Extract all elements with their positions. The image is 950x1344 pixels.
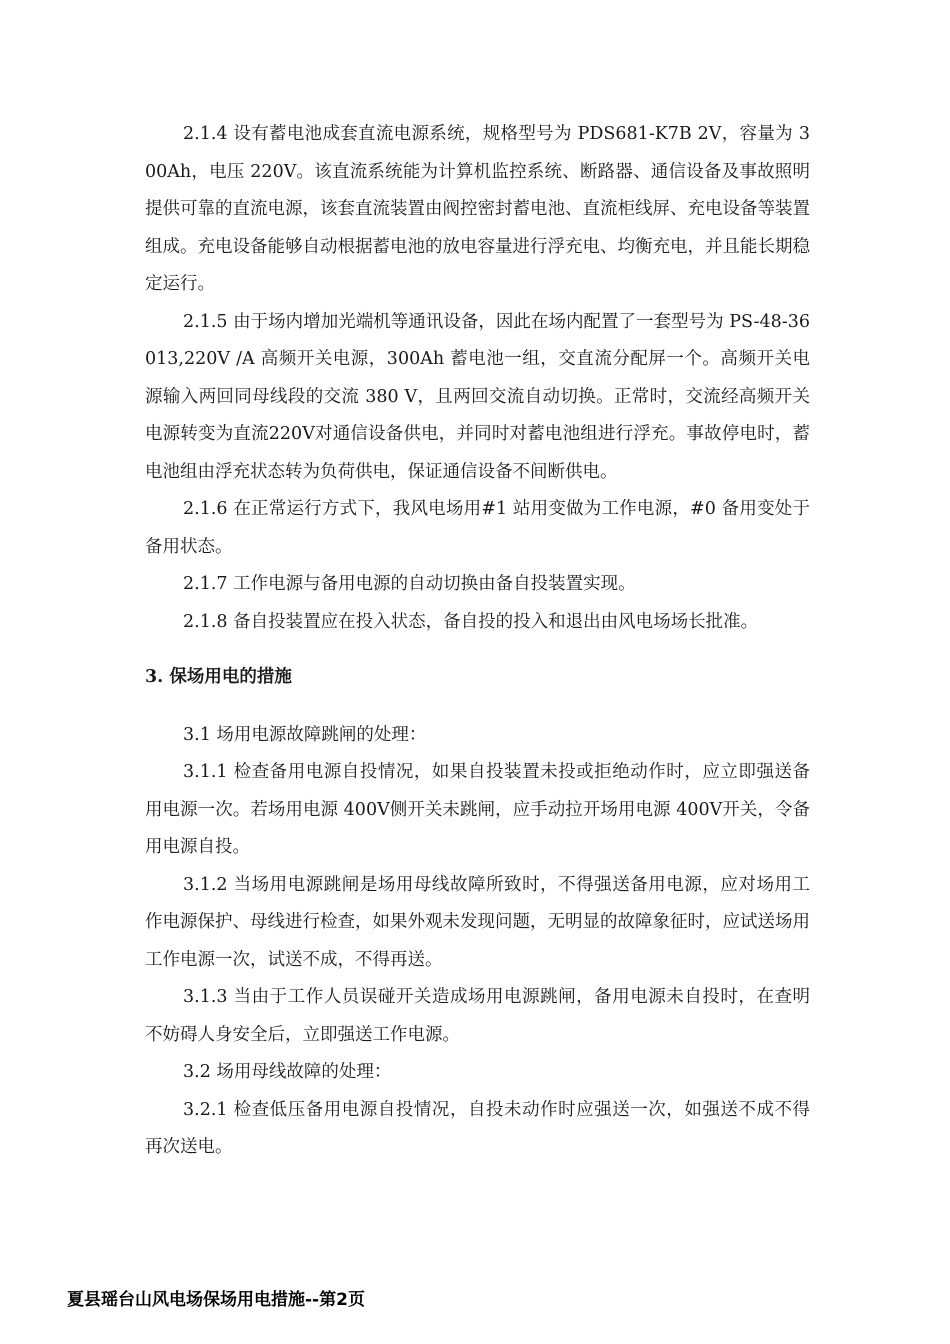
paragraph-3-2-1: 3.2.1 检查低压备用电源自投情况，自投未动作时应强送一次，如强送不成不得再次送电。 [145, 1099, 810, 1157]
page-footer: 夏县瑶台山风电场保场用电措施--第2页 [67, 1290, 365, 1310]
paragraph-2-1-7: 2.1.7 工作电源与备用电源的自动切换由备自投装置实现。 [183, 574, 636, 594]
paragraph-2-1-6: 2.1.6 在正常运行方式下，我风电场用#1 站用变做为工作电源，#0 备用变处于备用状态。 [145, 499, 810, 557]
subheading-3-2: 3.2 场用母线故障的处理： [183, 1062, 392, 1082]
paragraph-2-1-8: 2.1.8 备自投装置应在投入状态，备自投的投入和退出由风电场场长批准。 [183, 611, 759, 632]
paragraph-2-1-4: 2.1.4 设有蓄电池成套直流电源系统，规格型号为 PDS681-K7B 2V，容量为 300Ah，电压 220V。该直流系统能为计算机监控系统、断路器、通信设备及事故照明提供可靠的直流电源，该套直流装置由阀控密封蓄电池、直流柜线屏、充电设备等装置组成。充电设备能够自动根据蓄电池的放电容量进行浮充电、均衡充电，并且能长期稳定运行。 [145, 124, 810, 294]
document-body [145, 116, 810, 1167]
paragraph-3-1-3: 3.1.3 当由于工作人员误碰开关造成场用电源跳闸，备用电源未自投时，在查明不妨碍人身安全后，立即强送工作电源。 [145, 987, 810, 1045]
paragraph-3-1-1: 3.1.1 检查备用电源自投情况，如果自投装置未投或拒绝动作时，应立即强送备用电源一次。若场用电源 400V侧开关未跳闸，应手动拉开场用电源 400V开关，令备用电源自投。 [145, 762, 810, 857]
subheading-3-1: 3.1 场用电源故障跳闸的处理： [183, 724, 427, 745]
paragraph-2-1-5: 2.1.5 由于场内增加光端机等通讯设备，因此在场内配置了一套型号为 PS-48-36013,220V /A 高频开关电源，300Ah 蓄电池一组，交直流分配屏一个。高频开关电源输入两回同母线段的交流 380 V，且两回交流自动切换。正常时，交流经高频开关电源转变为直流220V对通信设备供电，并同时对蓄电池组进行浮充。事故停电时，蓄电池组由浮充状态转为负荷供电，保证通信设备不间断供电。 [145, 311, 810, 482]
paragraph-3-1-2: 3.1.2 当场用电源跳闸是场用母线故障所致时，不得强送备用电源，应对场用工作电源保护、母线进行检查，如果外观未发现问题，无明显的故障象征时，应试送场用工作电源一次，试送不成，不得再送。 [145, 874, 810, 970]
section-heading-3: 3. 保场用电的措施 [145, 667, 292, 687]
